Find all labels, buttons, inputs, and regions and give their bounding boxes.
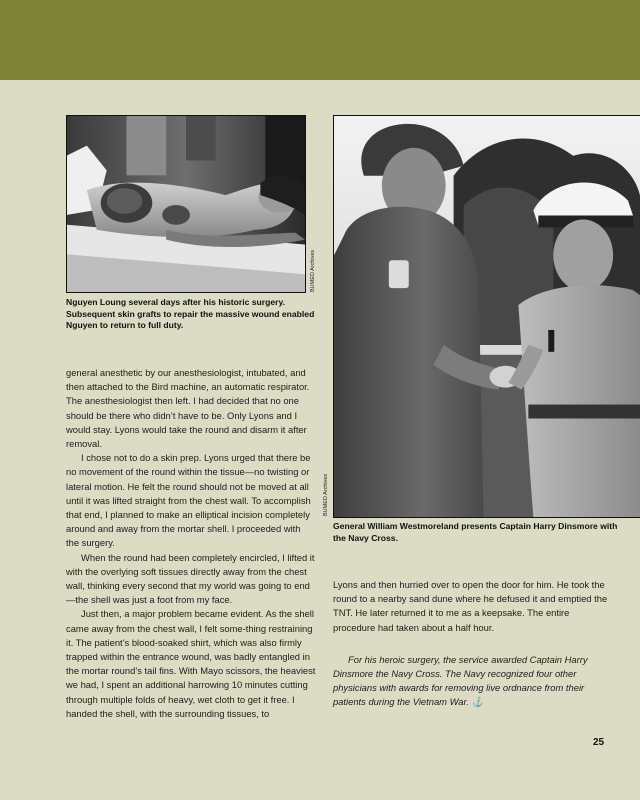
paragraph: Just then, a major problem became evident. As the shell came away from the chest wall, I felt some-thing restraining it. The patient’s blood-soaked shirt, which was also firmly trapped within the entrance wound, was badly entangled in the mortar round’s tail fins. With Mayo scissors, the heaviest we had, I spent an additional harrowing 10 minutes cutting through multiple folds of heavy, wet cloth to get it free. I handed the shell, with the surrounding tissues, to	[66, 608, 316, 719]
paragraph: general anesthetic by our anesthesiologist, intubated, and then attached to the Bird machine, an automatic respirator. The anesthesiologist then left. I had decided that no one should be there who didn’t have to be. Only Lyons and I would stay. Lyons would take the round and disarm it after removal.	[66, 367, 310, 450]
photo-handshake-image	[334, 116, 640, 517]
paragraph: When the round had been completely encircled, I lifted it with the overlying soft tissues directly away from the chest wall, thinking every second that my world was going to end—the shell was just a foot from my face.	[66, 551, 315, 606]
closing-note: For his heroic surgery, the service awarded Captain Harry Dinsmore the Navy Cross. The Navy recognized four other physicians with awards for removing live ordnance from their patients during the Vietnam War. ⚓	[333, 653, 588, 708]
paragraph: I chose not to do a skin prep. Lyons urged that there be no movement of the round within the tissue—no twisting or lateral motion. He felt the round should not be moved at all until it was lifted straight from the chest wall. To accomplish that end, I planned to make an elliptical incision completely around and away from the mortar shell. I proceeded with the surgery.	[66, 452, 311, 549]
body-column-right	[333, 578, 613, 710]
header-band	[0, 0, 640, 80]
photo-navy-cross-presentation	[333, 115, 640, 518]
photo-patient-image	[67, 116, 305, 292]
photo1-credit: BUMED Archives	[310, 249, 316, 292]
page-number: 25	[593, 737, 605, 748]
photo2-caption: General William Westmoreland presents Captain Harry Dinsmore with the Navy Cross.	[333, 521, 618, 543]
photo2-credit: BUMED Archives	[323, 473, 329, 516]
photo-patient-after-surgery	[66, 115, 306, 293]
paragraph: Lyons and then hurried over to open the door for him. He took the round to a nearby sand dune where he defused it and emptied the TNT. He later returned it to me as a keepsake. The entire procedure had taken about a half hour.	[333, 579, 608, 633]
photo1-caption: Nguyen Loung several days after his historic surgery. Subsequent skin grafts to repair the massive wound enabled Nguyen to return to full duty.	[66, 297, 315, 330]
body-column-left	[66, 366, 316, 721]
